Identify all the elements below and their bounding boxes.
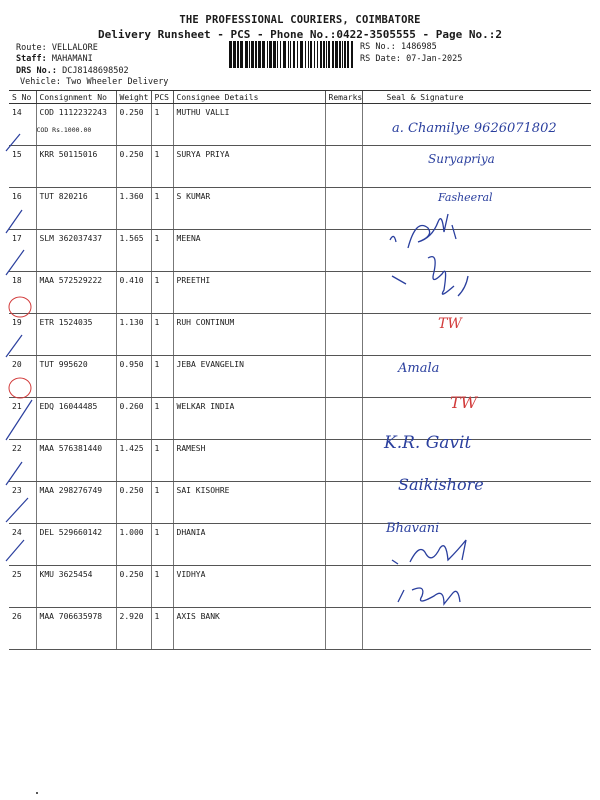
barcode-bar [269,41,272,68]
cell-consignment: KRR 50115016 [36,146,116,188]
cell-sno: 20 [9,356,36,398]
cell-pcs: 1 [151,356,173,398]
table-row [9,230,591,272]
cell-weight: 0.250 [116,104,151,146]
cell-consignment: MAA 576381440 [36,440,116,482]
cell-pcs: 1 [151,398,173,440]
cell-consignment: KMU 3625454 [36,566,116,608]
runsheet-subtitle: Delivery Runsheet - PCS - Phone No.:0422-3505555 - Page No.:2 [98,28,502,41]
col-sno: S No [9,91,36,104]
cell-sno: 23 [9,482,36,524]
table-row [9,146,591,188]
cell-consignment: ETR 1524035 [36,314,116,356]
cod-amount: COD Rs.1000.00 [36,126,92,134]
cell-sno: 17 [9,230,36,272]
cell-weight: 0.250 [116,566,151,608]
signature-row-22: K.R. Gavit [384,433,472,453]
consignment-no: COD 1112232243 [39,108,107,117]
rs-date-label: RS Date: [360,54,401,64]
rs-no-value: 1486985 [400,42,437,52]
table-row [9,314,591,356]
cell-pcs: 1 [151,566,173,608]
cell-signature [362,566,591,608]
cell-pcs: 1 [151,482,173,524]
cell-consignee: PREETHI [173,272,325,314]
barcode-bar [245,41,248,68]
cell-remarks [325,440,362,482]
table-row [9,608,591,650]
route-line [16,43,98,53]
cell-remarks [325,104,362,146]
route-label: Route: [16,43,47,53]
table-row [9,440,591,482]
cell-sno: 14 [9,104,36,146]
cell-consignee: MEENA [173,230,325,272]
col-consignment: Consignment No [36,91,116,104]
cell-weight: 0.260 [116,398,151,440]
cell-consignment: EDQ 16044485 [36,398,116,440]
drs-barcode [228,41,354,68]
cell-pcs: 1 [151,608,173,650]
cell-weight: 1.130 [116,314,151,356]
runsheet-table [9,90,591,650]
barcode-bar [280,41,281,68]
mark-row-21: TW [450,393,478,412]
barcode-bar [317,41,318,68]
rs-no-label: RS No.: [360,42,396,52]
cell-consignee: VIDHYA [173,566,325,608]
col-seal: Seal & Signature [362,91,591,104]
barcode-bar [255,41,257,68]
cell-signature [362,272,591,314]
cell-consignee: RAMESH [173,440,325,482]
col-consignee: Consignee Details [173,91,325,104]
rs-date-line [360,54,462,64]
cell-consignee: AXIS BANK [173,608,325,650]
cell-signature [362,356,591,398]
cell-remarks [325,188,362,230]
cell-consignee: S KUMAR [173,188,325,230]
cell-signature [362,146,591,188]
staff-label: Staff: [16,54,47,64]
cell-consignment: DEL 529660142 [36,524,116,566]
col-weight: Weight [116,91,151,104]
cell-signature [362,230,591,272]
cell-remarks [325,314,362,356]
staff-value: MAHAMANI [51,54,93,64]
barcode-bar [314,41,315,68]
cell-pcs: 1 [151,104,173,146]
cell-sno: 26 [9,608,36,650]
barcode-bar [297,41,298,68]
cell-remarks [325,146,362,188]
rs-no-line [360,42,437,52]
barcode-bar [339,41,341,68]
cell-weight: 0.250 [116,146,151,188]
table-row [9,356,591,398]
cell-weight: 1.000 [116,524,151,566]
table-row [9,398,591,440]
table-row [9,524,591,566]
vehicle-label: Vehicle: [20,77,61,87]
barcode-bar [320,41,322,68]
cell-consignee: DHANIA [173,524,325,566]
mark-row-19: TW [438,316,462,332]
barcode-bar [332,41,334,68]
scan-dot [36,792,38,794]
cell-consignee: JEBA EVANGELIN [173,356,325,398]
cell-sno: 15 [9,146,36,188]
signature-row-16: Fasheeral [438,191,493,204]
cell-remarks [325,230,362,272]
table-row [9,104,591,146]
cell-consignee: RUH CONTINUM [173,314,325,356]
drs-value: DCJ8148698502 [62,66,129,76]
barcode-bar [351,41,353,68]
barcode-bar [237,41,239,68]
table-row [9,566,591,608]
cell-sno: 21 [9,398,36,440]
barcode-bar [229,41,232,68]
cell-sno: 22 [9,440,36,482]
col-pcs: PCS [151,91,173,104]
table-row [9,272,591,314]
barcode-bar [258,41,261,68]
cell-weight: 0.950 [116,356,151,398]
cell-pcs: 1 [151,146,173,188]
cell-pcs: 1 [151,524,173,566]
cell-weight: 1.425 [116,440,151,482]
cell-signature [362,104,591,146]
company-title: THE PROFESSIONAL COURIERS, COIMBATORE [179,14,421,26]
cell-sno: 19 [9,314,36,356]
cell-remarks [325,608,362,650]
cell-weight: 2.920 [116,608,151,650]
cell-signature [362,608,591,650]
barcode-bar [293,41,295,68]
table-row [9,188,591,230]
cell-consignment: MAA 572529222 [36,272,116,314]
barcode-bar [273,41,276,68]
cell-weight: 0.250 [116,482,151,524]
cell-consignee: SAI KISOHRE [173,482,325,524]
cell-consignment: TUT 820216 [36,188,116,230]
cell-consignment: SLM 362037437 [36,230,116,272]
cell-consignee: SURYA PRIYA [173,146,325,188]
cell-remarks [325,398,362,440]
barcode-bar [328,41,330,68]
barcode-bar [233,41,236,68]
barcode-bar [251,41,254,68]
cell-signature [362,188,591,230]
cell-weight: 1.565 [116,230,151,272]
barcode-bar [283,41,286,68]
cell-pcs: 1 [151,272,173,314]
cell-pcs: 1 [151,188,173,230]
barcode-bar [300,41,303,68]
table-header [9,91,591,104]
cell-remarks [325,524,362,566]
signature-row-24: Bhavani [386,521,440,536]
cell-remarks [325,566,362,608]
barcode-bar [335,41,338,68]
cell-sno: 18 [9,272,36,314]
barcode-bar [342,41,343,68]
signature-row-20: Amala [398,361,440,376]
cell-pcs: 1 [151,440,173,482]
cell-remarks [325,356,362,398]
cell-sno: 16 [9,188,36,230]
barcode-bar [310,41,312,68]
col-remarks: Remarks [325,91,362,104]
cell-sno: 24 [9,524,36,566]
vehicle-line [20,77,168,87]
barcode-bar [277,41,278,68]
barcode-bar [240,41,243,68]
barcode-bar [290,41,291,68]
cell-signature [362,314,591,356]
cell-consignee: MUTHU VALLI [173,104,325,146]
barcode-bar [347,41,349,68]
signature-row-23: Saikishore [398,475,484,494]
cell-pcs: 1 [151,314,173,356]
cell-consignment: MAA 298276749 [36,482,116,524]
cell-weight: 0.410 [116,272,151,314]
route-value: VELLALORE [51,43,98,53]
barcode-bar [267,41,268,68]
cell-remarks [325,482,362,524]
cell-consignment: TUT 995620 [36,356,116,398]
signature-row-15: Suryapriya [428,152,495,166]
barcode-bar [323,41,325,68]
barcode-bar [326,41,327,68]
barcode-bar [249,41,250,68]
barcode-bar [308,41,309,68]
drs-label: DRS No.: [16,66,57,76]
cell-signature [362,524,591,566]
cell-consignee: WELKAR INDIA [173,398,325,440]
cell-consignment: MAA 706635978 [36,608,116,650]
barcode-bar [344,41,346,68]
vehicle-value: Two Wheeler Delivery [66,77,169,87]
cell-remarks [325,272,362,314]
staff-line [16,54,93,64]
drs-line [16,66,129,76]
cell-signature [362,440,591,482]
rs-date-value: 07-Jan-2025 [406,54,463,64]
cell-signature [362,398,591,440]
cell-sno: 25 [9,566,36,608]
barcode-bar [288,41,289,68]
cell-consignment [36,104,116,146]
cell-signature [362,482,591,524]
barcode-bar [305,41,306,68]
cell-weight: 1.360 [116,188,151,230]
signature-row-14: a. Chamilye 9626071802 [392,121,557,136]
table-row [9,482,591,524]
cell-pcs: 1 [151,230,173,272]
barcode-bar [262,41,265,68]
